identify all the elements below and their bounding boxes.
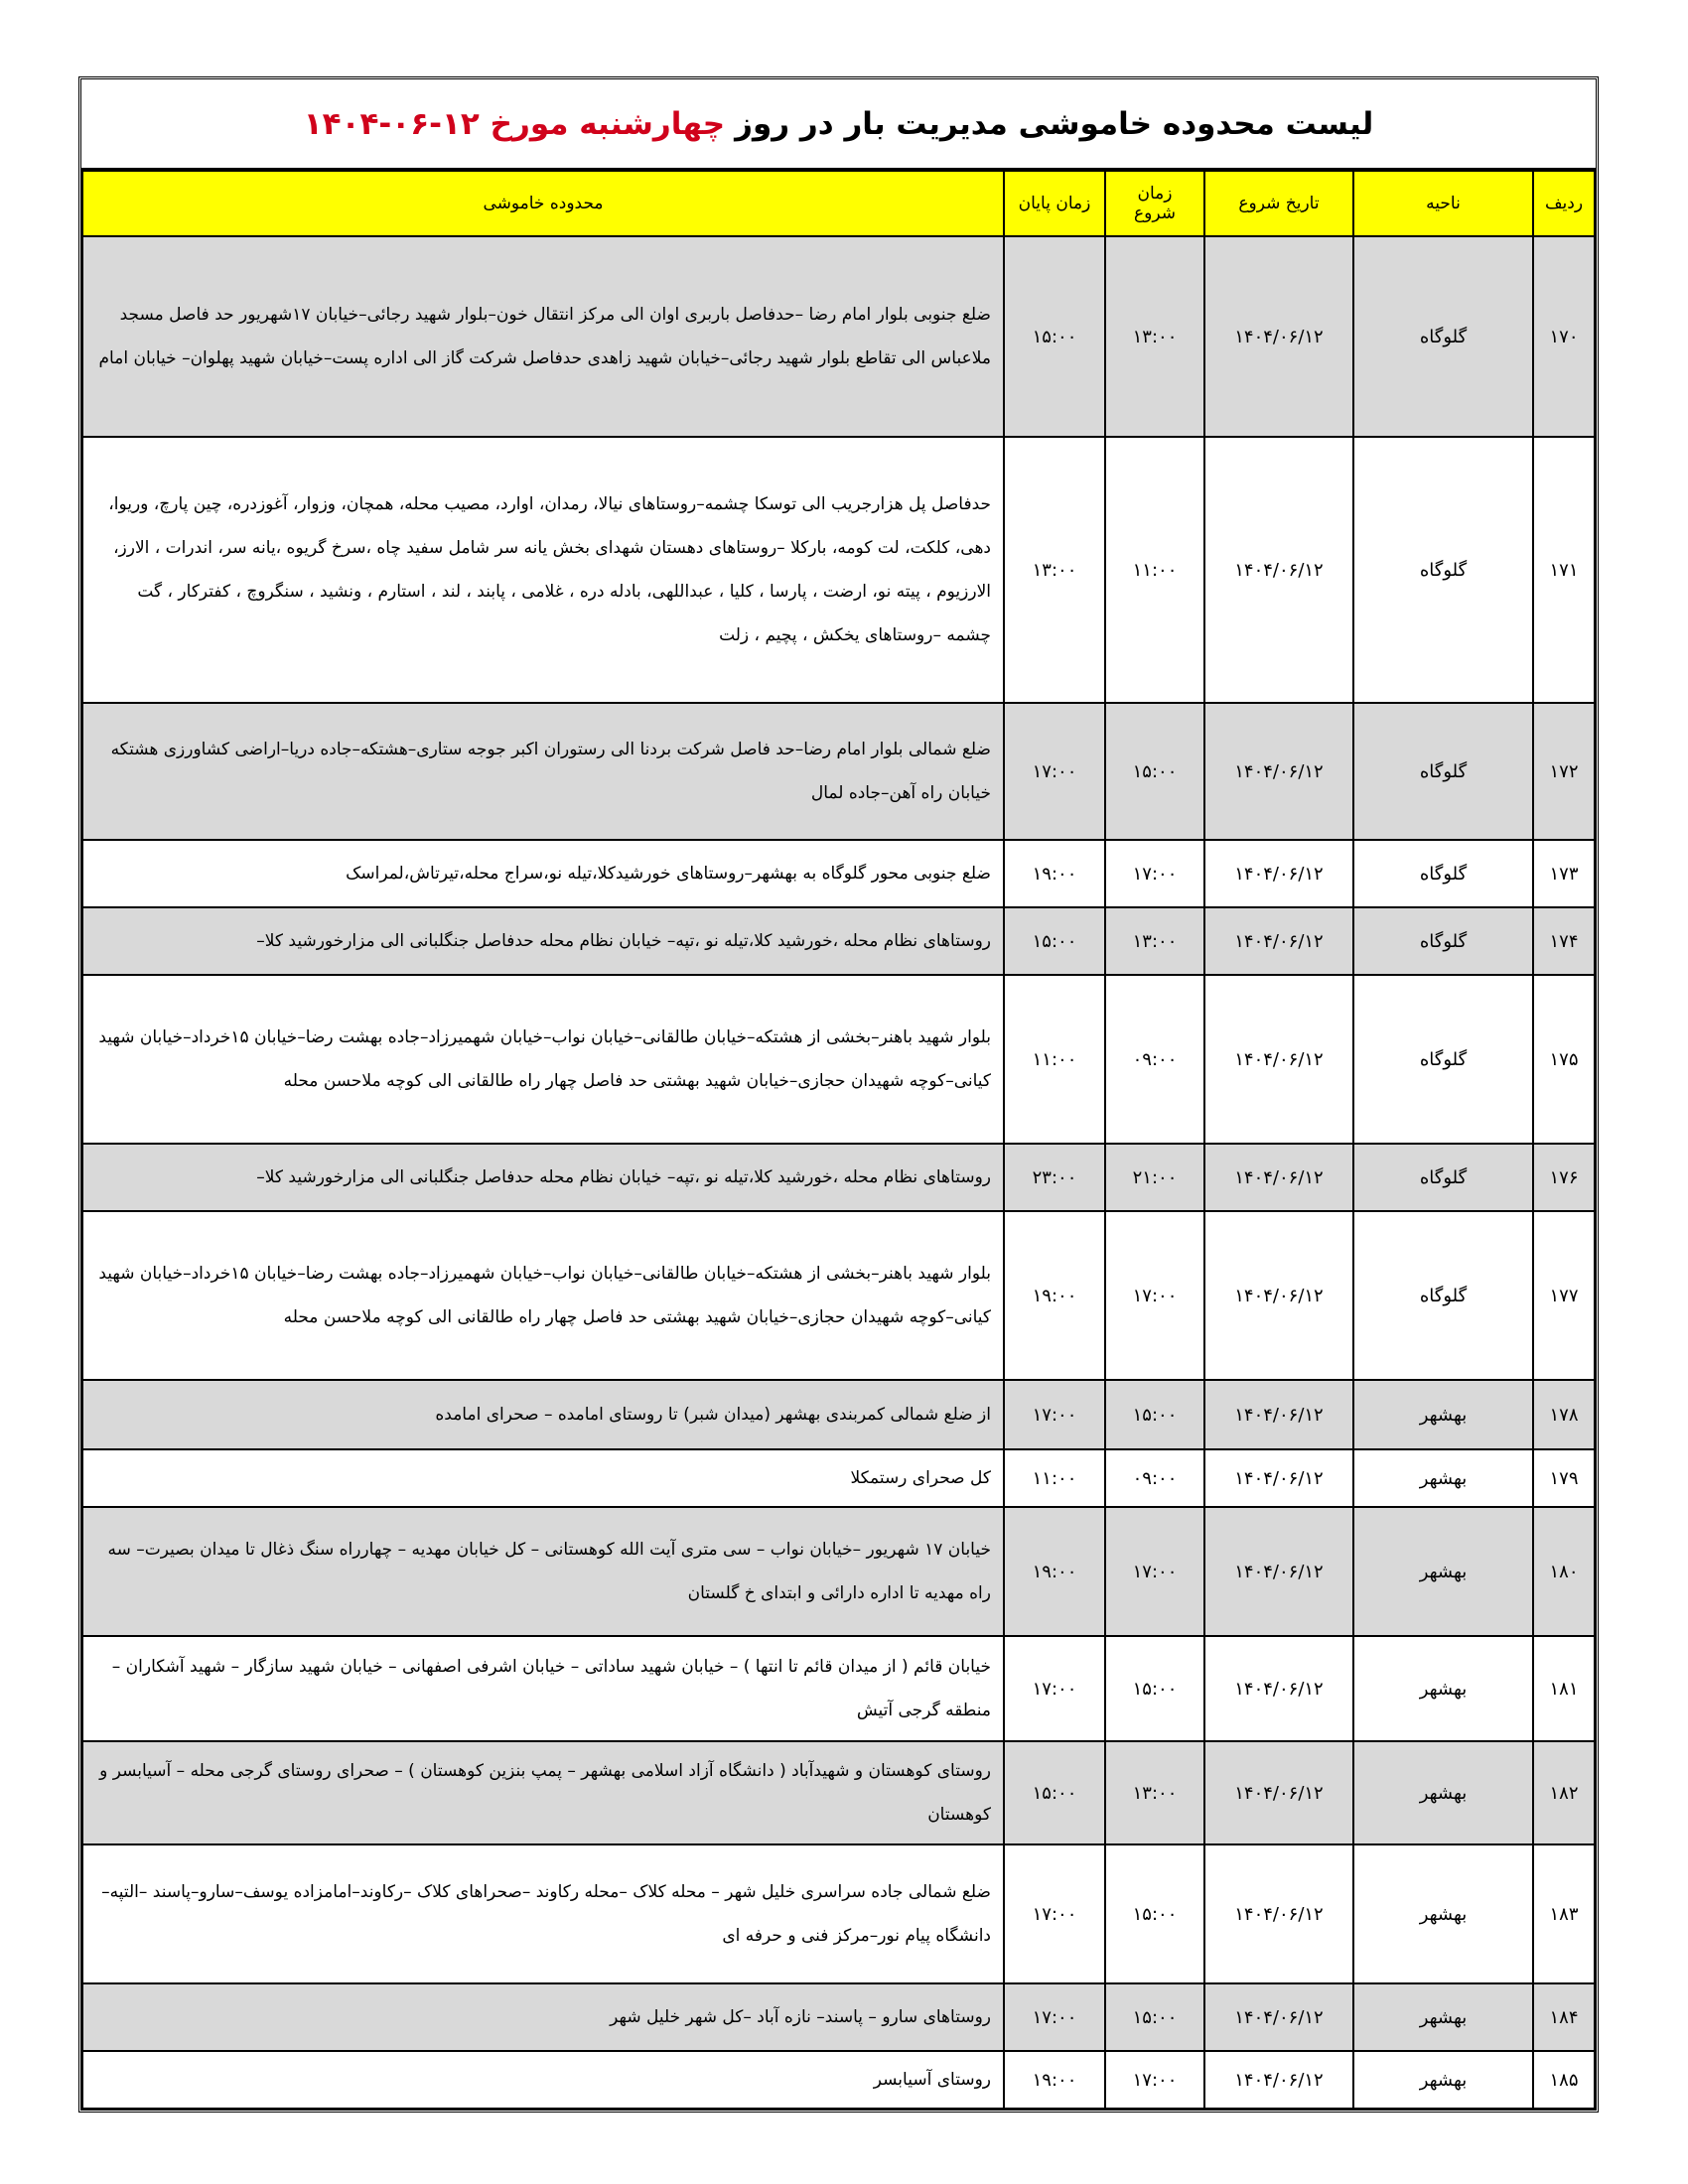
table-row <box>82 1983 1595 2051</box>
cell-start-time: ۱۵:۰۰ <box>1105 1380 1204 1449</box>
cell-region: بهشهر <box>1353 1449 1533 1507</box>
table-header-row <box>82 171 1595 236</box>
cell-start-date: ۱۴۰۴/۰۶/۱۲ <box>1204 2051 1353 2109</box>
cell-row-number: ۱۷۰ <box>1533 236 1595 437</box>
cell-end-time: ۱۹:۰۰ <box>1004 1211 1105 1380</box>
cell-outage-area: ضلع جنوبی محور گلوگاه به بهشهر–روستاهای خورشیدکلا،تیله نو،سراج محله،تیرتاش،لمراسک <box>82 840 1004 907</box>
cell-outage-area: حدفاصل پل هزارجریب الی توسکا چشمه–روستاهای نیالا، رمدان، اوارد، مصیب محله، همچان، وزوار، آغوزدره، چین پارچ، وریوا، دهی، کلکت، لت کومه، بارکلا –روستاهای دهستان شهدای بخش یانه سر شامل سفید چاه ،سرخ گریوه ،یانه سر، اندرات ، الارز، الارزیوم ، پیته نو، ارضت ، پارسا ، کلیا ، عبداللهی، بادله دره ، غلامی ، پابند ، لند ، استارم ، ونشید ، سنگروچ ، کفترکار ، گت چشمه –روستاهای یخکش ، پچیم ، زلت <box>82 437 1004 703</box>
table-row <box>82 1449 1595 1507</box>
cell-row-number: ۱۸۱ <box>1533 1636 1595 1741</box>
cell-start-time: ۱۳:۰۰ <box>1105 1741 1204 1844</box>
cell-start-time: ۱۵:۰۰ <box>1105 703 1204 840</box>
title-date-highlight: چهارشنبه مورخ ۱۲-۰۶-۱۴۰۴ <box>303 105 726 142</box>
cell-region: گلوگاه <box>1353 1144 1533 1211</box>
table-row <box>82 1741 1595 1844</box>
cell-row-number: ۱۷۸ <box>1533 1380 1595 1449</box>
title-main: لیست محدوده خاموشی مدیریت بار در روز <box>735 105 1374 142</box>
cell-row-number: ۱۷۹ <box>1533 1449 1595 1507</box>
header-end-time: زمان پایان <box>1004 171 1105 236</box>
table-row <box>82 1211 1595 1380</box>
cell-row-number: ۱۸۰ <box>1533 1507 1595 1636</box>
cell-start-time: ۱۳:۰۰ <box>1105 907 1204 975</box>
cell-start-date: ۱۴۰۴/۰۶/۱۲ <box>1204 1380 1353 1449</box>
cell-outage-area: بلوار شهید باهنر–بخشی از هشتکه–خیابان طالقانی–خیابان نواب–خیابان شهمیرزاد–جاده بهشت رضا–خیابان ۱۵خرداد–خیابان شهید کیانی–کوچه شهیدان حجازی–خیابان شهید بهشتی حد فاصل چهار راه طالقانی الی کوچه ملاحسن محله <box>82 1211 1004 1380</box>
cell-start-date: ۱۴۰۴/۰۶/۱۲ <box>1204 236 1353 437</box>
cell-region: گلوگاه <box>1353 236 1533 437</box>
cell-end-time: ۱۷:۰۰ <box>1004 703 1105 840</box>
cell-end-time: ۱۷:۰۰ <box>1004 1380 1105 1449</box>
cell-end-time: ۱۵:۰۰ <box>1004 236 1105 437</box>
cell-end-time: ۱۳:۰۰ <box>1004 437 1105 703</box>
cell-outage-area: روستاهای سارو – پاسند– نازه آباد –کل شهر خلیل شهر <box>82 1983 1004 2051</box>
cell-start-date: ۱۴۰۴/۰۶/۱۲ <box>1204 1983 1353 2051</box>
cell-start-time: ۱۵:۰۰ <box>1105 1983 1204 2051</box>
table-row <box>82 975 1595 1144</box>
cell-start-time: ۱۷:۰۰ <box>1105 2051 1204 2109</box>
cell-start-date: ۱۴۰۴/۰۶/۱۲ <box>1204 840 1353 907</box>
cell-end-time: ۱۵:۰۰ <box>1004 907 1105 975</box>
cell-region: گلوگاه <box>1353 975 1533 1144</box>
cell-region: گلوگاه <box>1353 840 1533 907</box>
cell-start-time: ۱۵:۰۰ <box>1105 1844 1204 1983</box>
cell-start-time: ۰۹:۰۰ <box>1105 1449 1204 1507</box>
cell-outage-area: بلوار شهید باهنر–بخشی از هشتکه–خیابان طالقانی–خیابان نواب–خیابان شهمیرزاد–جاده بهشت رضا–خیابان ۱۵خرداد–خیابان شهید کیانی–کوچه شهیدان حجازی–خیابان شهید بهشتی حد فاصل چهار راه طالقانی الی کوچه ملاحسن محله <box>82 975 1004 1144</box>
cell-outage-area: روستای آسیابسر <box>82 2051 1004 2109</box>
cell-outage-area: خیابان ۱۷ شهریور –خیابان نواب – سی متری آیت الله کوهستانی – کل خیابان مهدیه – چهارراه سنگ ذغال تا میدان بصیرت– سه راه مهدیه تا اداره دارائی و ابتدای خ گلستان <box>82 1507 1004 1636</box>
cell-start-time: ۲۱:۰۰ <box>1105 1144 1204 1211</box>
cell-end-time: ۱۹:۰۰ <box>1004 840 1105 907</box>
table-row <box>82 1144 1595 1211</box>
table-row <box>82 1507 1595 1636</box>
cell-region: بهشهر <box>1353 1636 1533 1741</box>
cell-start-time: ۱۱:۰۰ <box>1105 437 1204 703</box>
cell-start-date: ۱۴۰۴/۰۶/۱۲ <box>1204 1844 1353 1983</box>
table-row <box>82 840 1595 907</box>
table-row <box>82 703 1595 840</box>
cell-row-number: ۱۸۵ <box>1533 2051 1595 2109</box>
cell-start-date: ۱۴۰۴/۰۶/۱۲ <box>1204 907 1353 975</box>
cell-end-time: ۱۷:۰۰ <box>1004 1983 1105 2051</box>
header-start-date: تاریخ شروع <box>1204 171 1353 236</box>
table-body <box>82 236 1595 2109</box>
cell-outage-area: کل صحرای رستمکلا <box>82 1449 1004 1507</box>
cell-row-number: ۱۷۴ <box>1533 907 1595 975</box>
cell-end-time: ۱۵:۰۰ <box>1004 1741 1105 1844</box>
table-row <box>82 907 1595 975</box>
cell-outage-area: ضلع جنوبی بلوار امام رضا –حدفاصل باربری اوان الی مرکز انتقال خون–بلوار شهید رجائی–خیابان ۱۷شهریور حد فاصل مسجد ملاعباس الی تقاطع بلوار شهید رجائی–خیابان شهید زاهدی حدفاصل شرکت گاز الی اداره پست–خیابان شهید پهلوان– خیابان امام <box>82 236 1004 437</box>
cell-row-number: ۱۷۲ <box>1533 703 1595 840</box>
cell-row-number: ۱۷۱ <box>1533 437 1595 703</box>
cell-outage-area: ضلع شمالی جاده سراسری خلیل شهر – محله کلاک –محله رکاوند –صحراهای کلاک –رکاوند–امامزاده یوسف–سارو–پاسند –التپه– دانشگاه پیام نور–مرکز فنی و حرفه ای <box>82 1844 1004 1983</box>
page-title <box>81 79 1596 170</box>
cell-end-time: ۱۱:۰۰ <box>1004 1449 1105 1507</box>
cell-start-date: ۱۴۰۴/۰۶/۱۲ <box>1204 703 1353 840</box>
header-region: ناحیه <box>1353 171 1533 236</box>
table-row <box>82 1844 1595 1983</box>
cell-outage-area: از ضلع شمالی کمربندی بهشهر (میدان شبر) تا روستای امامده – صحرای امامده <box>82 1380 1004 1449</box>
cell-start-date: ۱۴۰۴/۰۶/۱۲ <box>1204 1144 1353 1211</box>
cell-start-time: ۰۹:۰۰ <box>1105 975 1204 1144</box>
cell-outage-area: ضلع شمالی بلوار امام رضا–حد فاصل شرکت بردنا الی رستوران اکبر جوجه ستاری–هشتکه–جاده دریا–اراضی کشاورزی هشتکه خیابان راه آهن–جاده لمال <box>82 703 1004 840</box>
cell-row-number: ۱۸۴ <box>1533 1983 1595 2051</box>
cell-start-time: ۱۷:۰۰ <box>1105 1507 1204 1636</box>
cell-end-time: ۱۷:۰۰ <box>1004 1636 1105 1741</box>
table-row <box>82 2051 1595 2109</box>
table-row <box>82 236 1595 437</box>
cell-region: گلوگاه <box>1353 703 1533 840</box>
cell-row-number: ۱۷۷ <box>1533 1211 1595 1380</box>
cell-start-date: ۱۴۰۴/۰۶/۱۲ <box>1204 1741 1353 1844</box>
cell-end-time: ۲۳:۰۰ <box>1004 1144 1105 1211</box>
cell-end-time: ۱۷:۰۰ <box>1004 1844 1105 1983</box>
cell-row-number: ۱۷۳ <box>1533 840 1595 907</box>
cell-start-date: ۱۴۰۴/۰۶/۱۲ <box>1204 975 1353 1144</box>
header-row-number: ردیف <box>1533 171 1595 236</box>
cell-outage-area: خیابان قائم ( از میدان قائم تا انتها ) – خیابان شهید ساداتی – خیابان اشرفی اصفهانی – خیابان شهید سازگار – شهید آشکاران – منطقه گرجی آتیش <box>82 1636 1004 1741</box>
cell-region: گلوگاه <box>1353 1211 1533 1380</box>
cell-row-number: ۱۸۲ <box>1533 1741 1595 1844</box>
cell-start-date: ۱۴۰۴/۰۶/۱۲ <box>1204 1211 1353 1380</box>
cell-start-time: ۱۷:۰۰ <box>1105 1211 1204 1380</box>
cell-region: بهشهر <box>1353 1380 1533 1449</box>
cell-region: بهشهر <box>1353 1844 1533 1983</box>
outage-list-sheet <box>78 76 1599 2113</box>
table-row <box>82 1380 1595 1449</box>
cell-end-time: ۱۹:۰۰ <box>1004 1507 1105 1636</box>
cell-end-time: ۱۹:۰۰ <box>1004 2051 1105 2109</box>
cell-start-date: ۱۴۰۴/۰۶/۱۲ <box>1204 1507 1353 1636</box>
cell-start-time: ۱۳:۰۰ <box>1105 236 1204 437</box>
cell-region: بهشهر <box>1353 1507 1533 1636</box>
cell-region: بهشهر <box>1353 2051 1533 2109</box>
table-row <box>82 1636 1595 1741</box>
table-row <box>82 437 1595 703</box>
header-start-time: زمان شروع <box>1105 171 1204 236</box>
outage-table <box>81 170 1596 2110</box>
cell-start-time: ۱۷:۰۰ <box>1105 840 1204 907</box>
cell-outage-area: روستای کوهستان و شهیدآباد ( دانشگاه آزاد اسلامی بهشهر – پمپ بنزین کوهستان ) – صحرای روستای گرجی محله – آسیابسر و کوهستان <box>82 1741 1004 1844</box>
cell-row-number: ۱۷۶ <box>1533 1144 1595 1211</box>
cell-row-number: ۱۷۵ <box>1533 975 1595 1144</box>
cell-end-time: ۱۱:۰۰ <box>1004 975 1105 1144</box>
cell-region: بهشهر <box>1353 1983 1533 2051</box>
cell-region: بهشهر <box>1353 1741 1533 1844</box>
cell-start-date: ۱۴۰۴/۰۶/۱۲ <box>1204 437 1353 703</box>
cell-start-date: ۱۴۰۴/۰۶/۱۲ <box>1204 1636 1353 1741</box>
cell-start-date: ۱۴۰۴/۰۶/۱۲ <box>1204 1449 1353 1507</box>
cell-outage-area: روستاهای نظام محله ،خورشید کلا،تیله نو ،تپه– خیابان نظام محله حدفاصل جنگلبانی الی مزارخورشید کلا– <box>82 907 1004 975</box>
cell-region: گلوگاه <box>1353 907 1533 975</box>
cell-region: گلوگاه <box>1353 437 1533 703</box>
cell-start-time: ۱۵:۰۰ <box>1105 1636 1204 1741</box>
header-outage-area: محدوده خاموشی <box>82 171 1004 236</box>
cell-outage-area: روستاهای نظام محله ،خورشید کلا،تیله نو ،تپه– خیابان نظام محله حدفاصل جنگلبانی الی مزارخورشید کلا– <box>82 1144 1004 1211</box>
cell-row-number: ۱۸۳ <box>1533 1844 1595 1983</box>
